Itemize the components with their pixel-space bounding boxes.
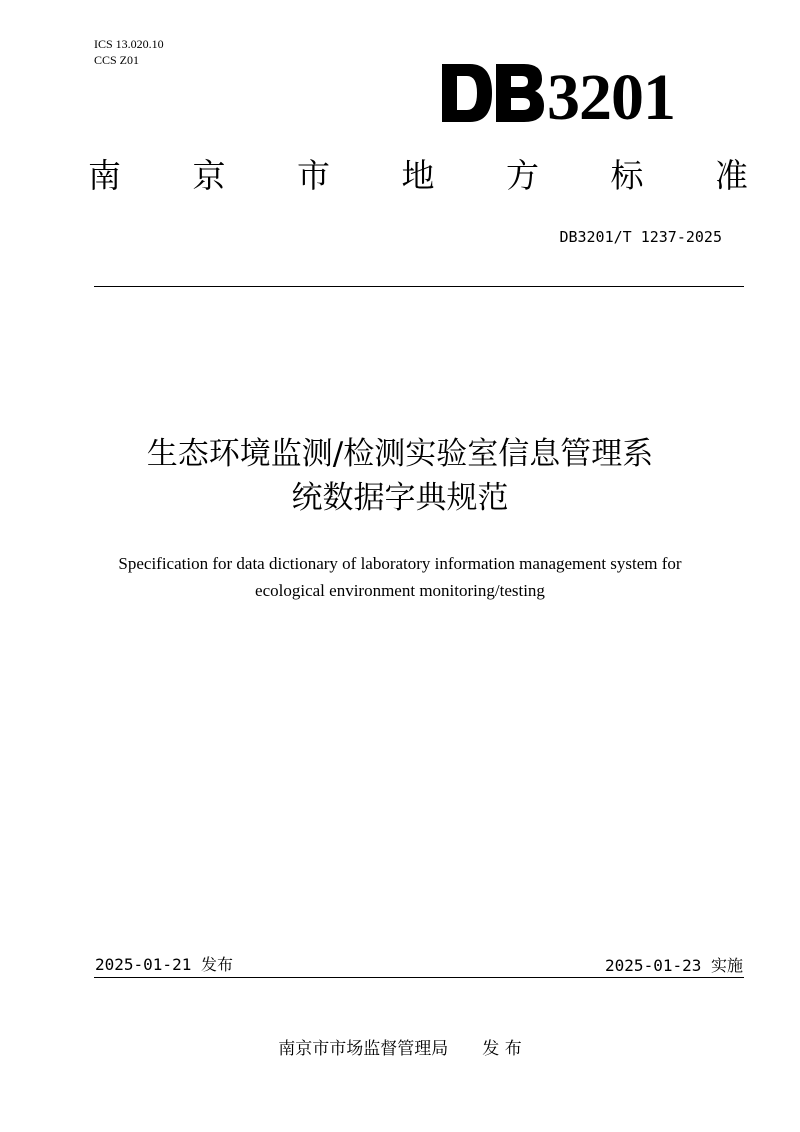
standard-type-char: 南	[88, 156, 121, 195]
header-divider	[94, 286, 744, 287]
chinese-title-line: 生态环境监测/检测实验室信息管理系	[146, 436, 654, 472]
chinese-title-line: 统数据字典规范	[291, 480, 509, 516]
standard-type-char: 标	[610, 156, 644, 195]
db-logo-mark	[440, 62, 546, 124]
db-number: 3201	[547, 61, 675, 134]
standard-code: DB3201/T 1237-2025	[559, 228, 722, 246]
db-logo	[440, 62, 546, 134]
ccs-code: CCS Z01	[94, 53, 140, 67]
publisher-action: 发 布	[482, 1039, 522, 1059]
standard-type-char: 准	[715, 156, 748, 195]
standard-type-char: 京	[192, 156, 226, 195]
classification-codes	[94, 36, 164, 68]
english-title-line: ecological environment monitoring/testing	[255, 581, 545, 600]
standard-type-char: 方	[506, 156, 539, 195]
footer-divider	[94, 977, 744, 978]
standard-type-heading	[88, 154, 748, 198]
issue-date: 2025-01-21 发布	[95, 955, 233, 974]
standard-type-char: 地	[401, 156, 435, 195]
implementation-date: 2025-01-23 实施	[605, 956, 743, 975]
english-title	[60, 550, 740, 604]
publisher-line	[0, 1037, 800, 1061]
publisher-name: 南京市市场监督管理局	[278, 1039, 449, 1059]
english-title-line: Specification for data dictionary of laboratory information management system for	[118, 554, 682, 573]
standard-type-char: 市	[297, 156, 330, 195]
ics-code: ICS 13.020.10	[94, 37, 164, 51]
chinese-title	[60, 432, 740, 520]
